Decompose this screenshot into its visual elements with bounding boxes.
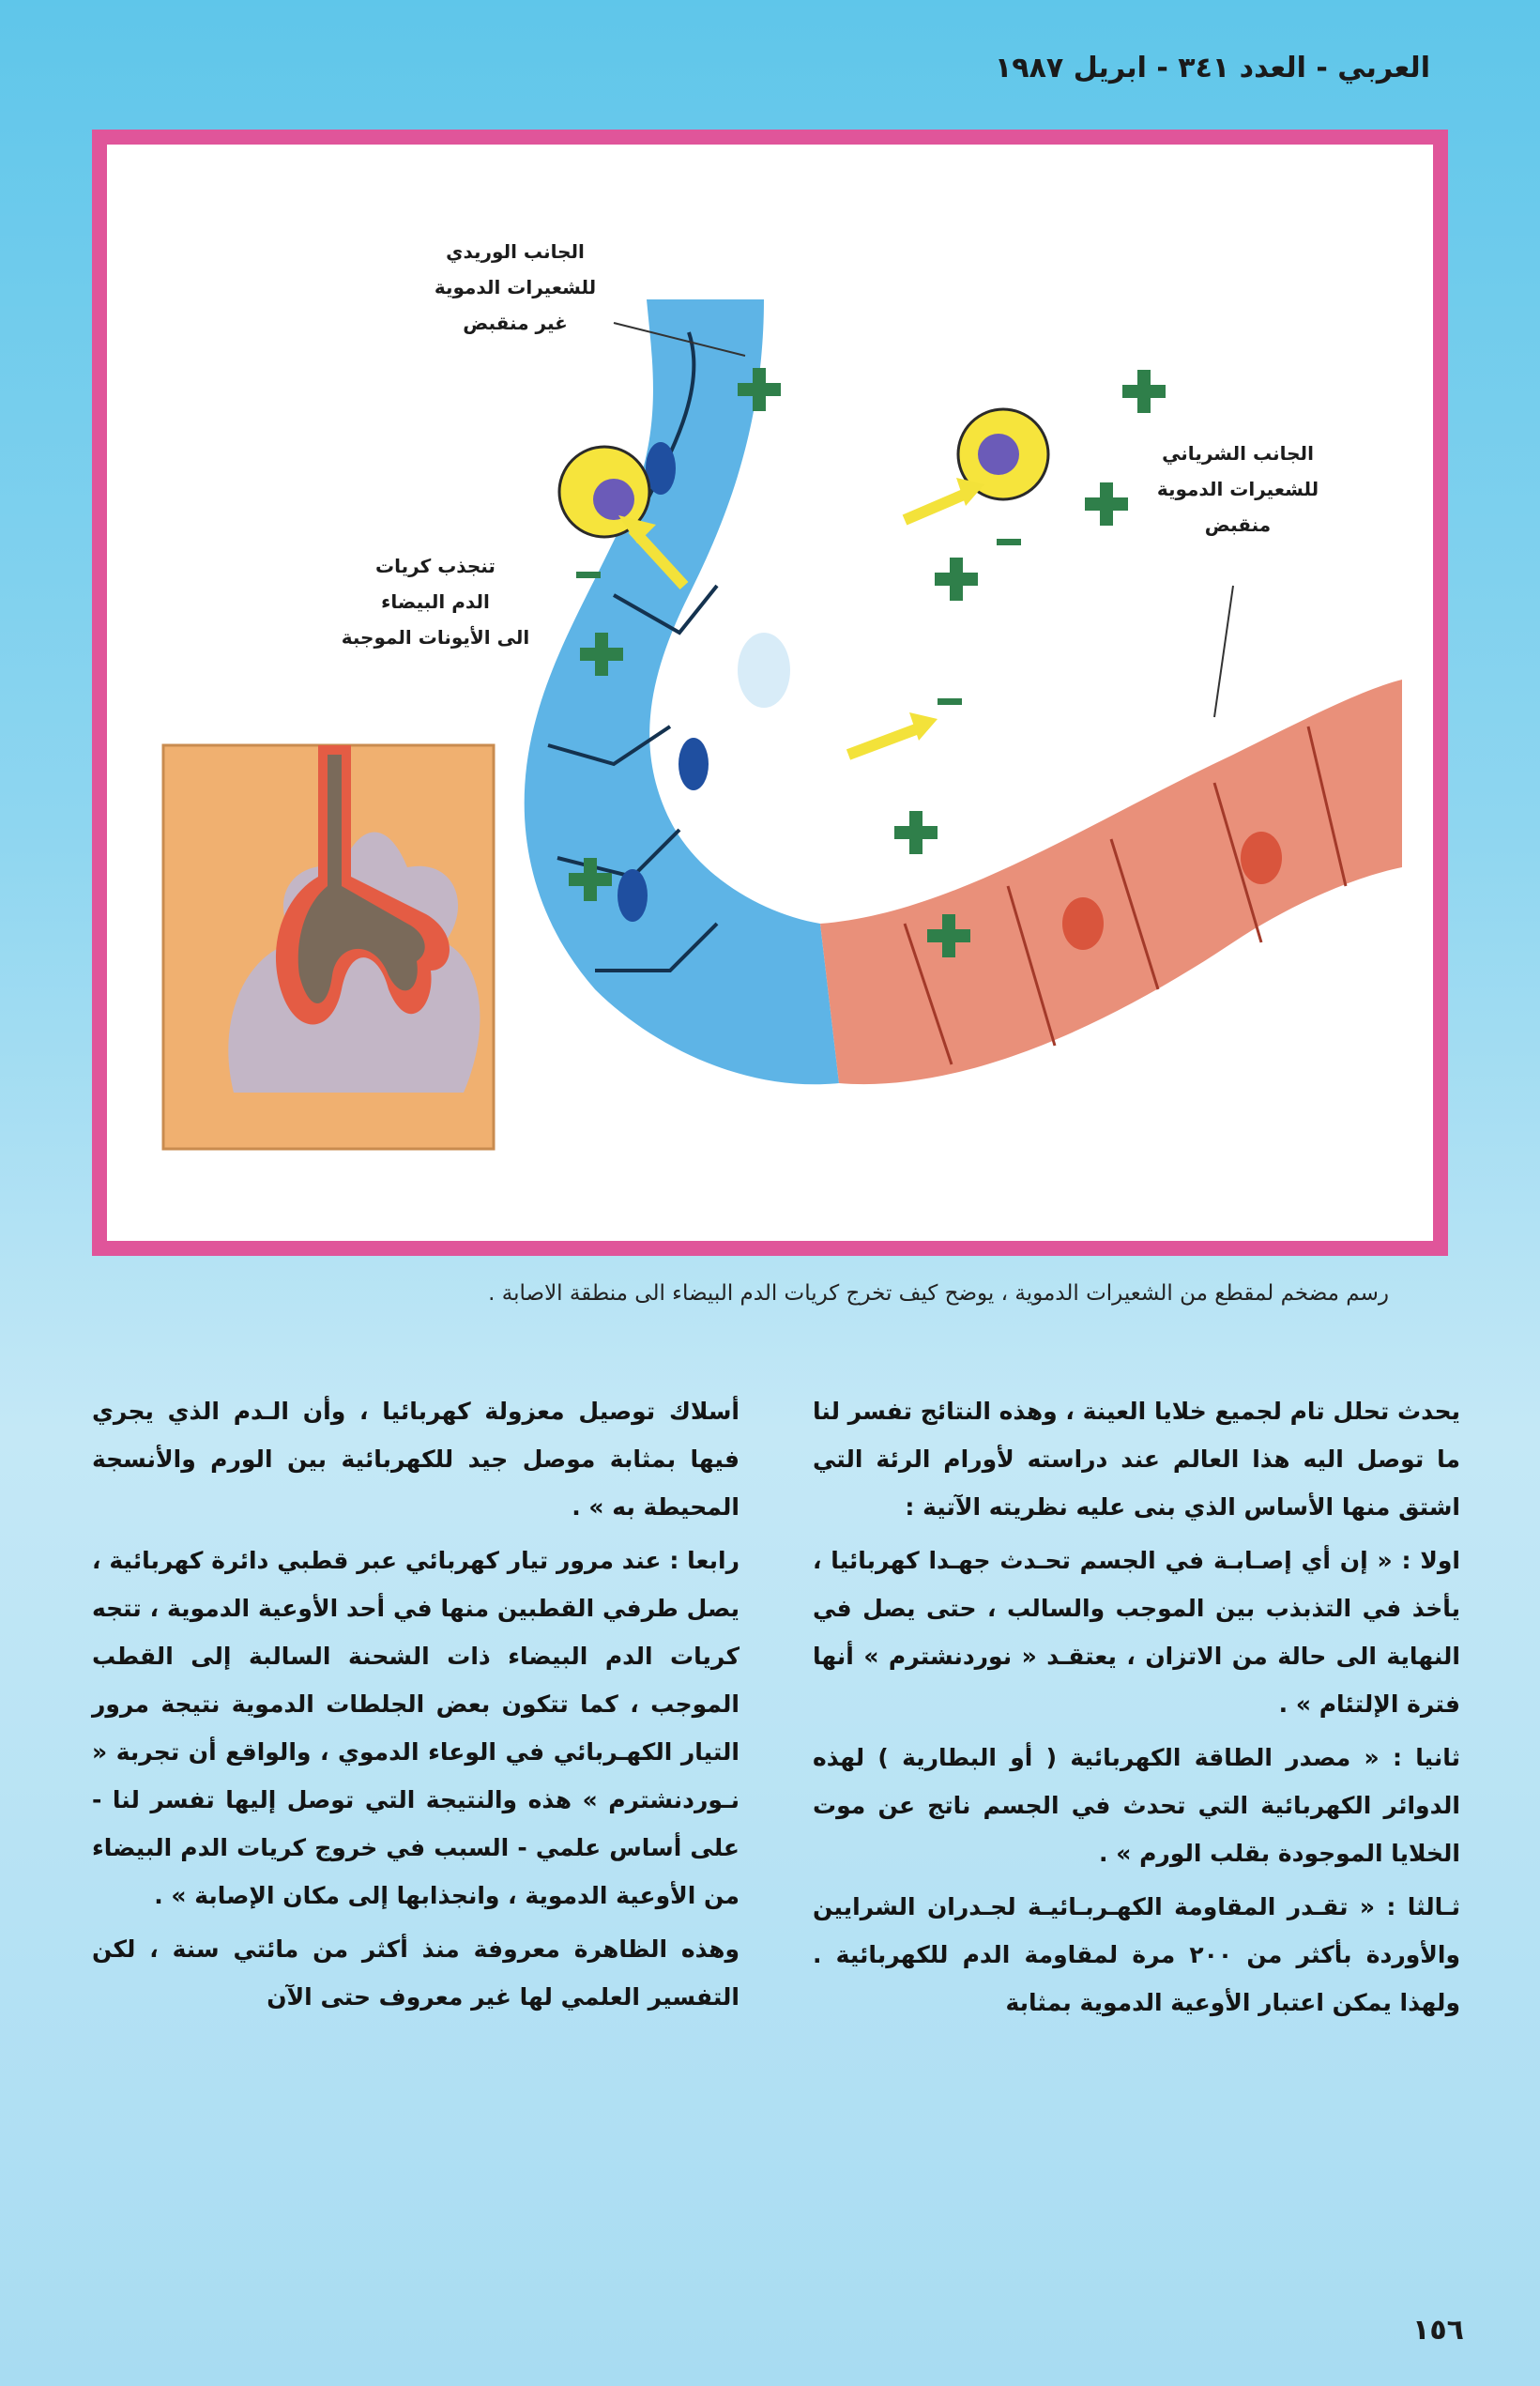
arterial-capillary — [820, 680, 1402, 1084]
paragraph: ثانيا : « مصدر الطاقة الكهربائية ( أو البطارية ) لهذه الدوائر الكهربائية التي تحدث في الجسم ناتج عن موت الخلايا الموجودة بقلب الورم » . — [813, 1744, 1460, 1867]
venous-capillary — [525, 299, 839, 1084]
illustration-frame — [92, 130, 1448, 1256]
paragraph: اولا : « إن أي إصـابـة في الجسم تحـدث جهـدا كهربائيا ، يأخذ في التذبذب بين الموجب والسالب ، حتى يصل في النهاية الى حالة من الاتزان ، يعتقـد « نوردنشترم » أنها فترة الإلتئام » . — [813, 1547, 1460, 1718]
capillary-drawing — [107, 145, 1433, 1241]
figure-caption: رسم مضخم لمقطع من الشعيرات الدموية ، يوضح كيف تخرج كريات الدم البيضاء الى منطقة الاصابة . — [488, 1281, 1389, 1306]
tissue-inset — [163, 745, 494, 1149]
paragraph: أسلاك توصيل معزولة كهربائيا ، وأن الـدم الذي يجري فيها بمثابة موصل جيد للكهربائية بين الورم والأنسجة المحيطة به » . — [92, 1398, 740, 1521]
capillary-illustration — [107, 145, 1433, 1241]
paragraph: ثـالثا : « تقـدر المقاومة الكهـربـائيـة لجـدران الشرايين والأوردة بأكثر من ٢٠٠ مرة لمقاومة الدم للكهربائية . ولهذا يمكن اعتبار الأوعية الدموية بمثابة — [813, 1893, 1460, 2016]
label-arterial-side: الجانب الشرياني للشعيرات الدموية منقبض — [1156, 442, 1319, 536]
paragraph: يحدث تحلل تام لجميع خلايا العينة ، وهذه النتائج تفسر لنا ما توصل اليه هذا العالم عند دراسته لأورام الرئة التي اشتق منها الأساس الذي بنى عليه نظريته الآتية : — [813, 1398, 1460, 1521]
label-venous-side: الجانب الوريدي للشعيرات الدموية غير منقبض — [434, 240, 597, 334]
paragraph: وهذه الظاهرة معروفة منذ أكثر من مائتي سنة ، لكن التفسير العلمي لها غير معروف حتى الآن — [92, 1935, 740, 2011]
running-head: العربي - العدد ٣٤١ - ابريل ١٩٨٧ — [995, 52, 1430, 84]
article-column-right — [813, 1387, 1460, 2032]
label-attraction: تنجذب كريات الدم البيضاء الى الأيونات الموجبة — [341, 555, 530, 649]
article-column-left — [92, 1387, 740, 2027]
page-number: ١٥٦ — [1412, 2314, 1464, 2347]
paragraph: رابعا : عند مرور تيار كهربائي عبر قطبي دائرة كهربائية ، يصل طرفي القطبين منها في أحد الأوعية الدموية ، تتجه كريات الدم البيضاء ذات الشحنة السالبة إلى القطب الموجب ، كما تتكون بعض الجلطات الدموية نتيجة مرور التيار الكهـربائي في الوعاء الدموي ، والواقع أن تجربة « نـوردنشترم » هذه والنتيجة التي توصل إليها تفسر لنا - على أساس علمي - السبب في خروج كريات الدم البيضاء من الأوعية الدموية ، وانجذابها إلى مكان الإصابة » . — [92, 1547, 740, 1909]
